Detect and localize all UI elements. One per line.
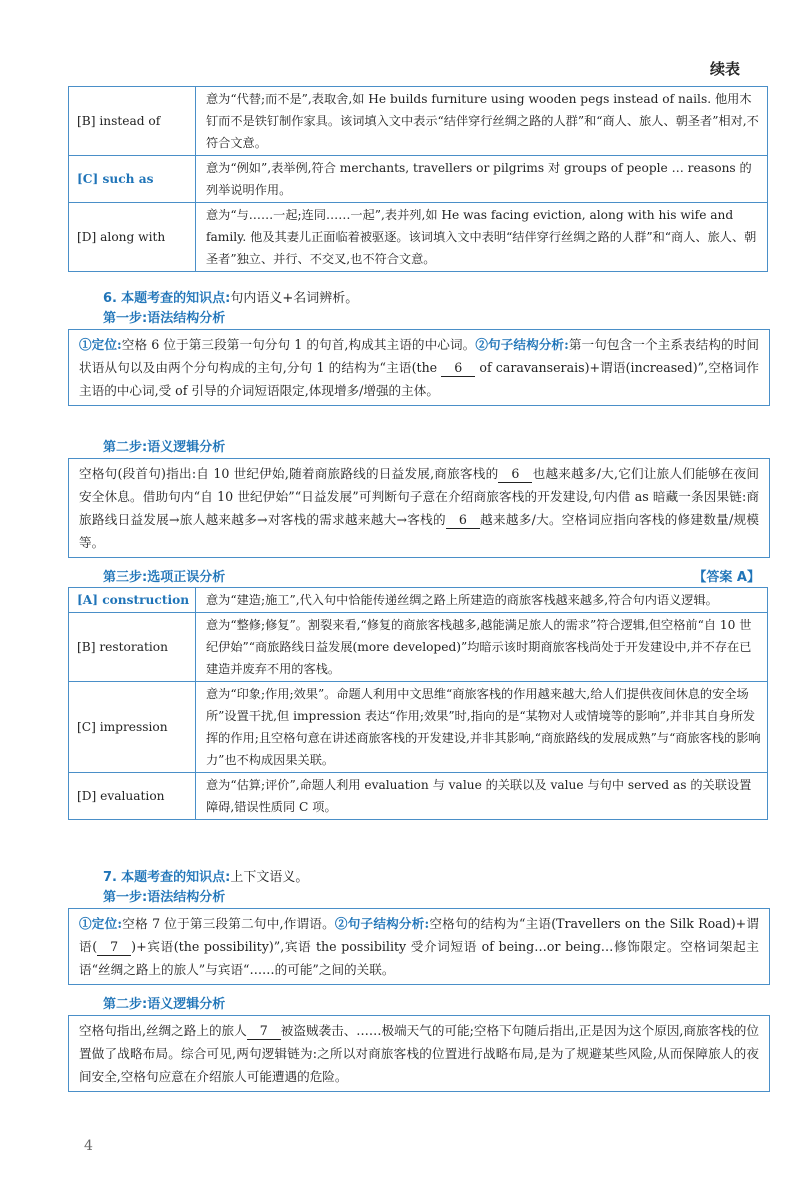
q6-step2-heading: 第二步:语义逻辑分析	[103, 440, 226, 455]
q6-step3-heading: 第三步:选项正误分析	[103, 570, 226, 585]
option-explanation: 意为“与……一起;连同……一起”,表并列,如 He was facing eviction, along with his wife and family. 他及其妻儿正面临着被驱逐。该词填入文中表明“结伴穿行丝绸之路的人群”和“商人、旅人、朝圣者”独立、并行、不交叉,也不符合文意。	[196, 203, 768, 272]
question-7-heading: 7. 本题考查的知识点:上下文语义。	[103, 870, 309, 885]
options-table-6	[68, 587, 768, 820]
option-key: [C] impression	[69, 682, 196, 773]
q7-step2-heading: 第二步:语义逻辑分析	[103, 997, 226, 1012]
blank-6: 6	[498, 466, 532, 483]
q6-step1-heading: 第一步:语法结构分析	[103, 311, 226, 326]
q7-semantic-box: 空格句指出,丝绸之路上的旅人 7 被盗贼袭击、……极端天气的可能;空格下句随后指出,正是因为这个原因,商旅客栈的位置做了战略布局。综合可见,两句逻辑链为:之所以对商旅客栈的位置进行战略布局,是为了规避某些风险,从而保障旅人的夜间安全,空格句应意在介绍旅人可能遭遇的危险。	[68, 1015, 770, 1092]
q6-answer: 【答案 A】	[693, 570, 760, 585]
option-explanation: 意为“印象;作用;效果”。命题人利用中文思维“商旅客栈的作用越来越大,给人们提供夜间休息的安全场所”设置干扰,但 impression 表达“作用;效果”时,指向的是“某物对人或情境等的影响”,并非其自身所发挥的作用;且空格句意在讲述商旅客栈的开发建设,并非其影响,“商旅路线的发展成熟”与“商旅客栈的影响力”也不构成因果关联。	[196, 682, 768, 773]
q6-grammar-box: ①定位:空格 6 位于第三段第一句分句 1 的句首,构成其主语的中心词。②句子结构分析:第一句包含一个主系表结构的时间状语从句以及由两个分句构成的主句,分句 1 的结构为“主语(the 6 of caravanserais)+谓语(increased)”,空格词作主语的中心词,受 of 引导的介词短语限定,体现增多/增强的主体。	[68, 329, 770, 406]
option-explanation: 意为“代替;而不是”,表取舍,如 He builds furniture using wooden pegs instead of nails. 他用木钉而不是铁钉制作家具。该词填入文中表示“结伴穿行丝绸之路的人群”和“商人、旅人、朝圣者”相对,不符合文意。	[196, 87, 768, 156]
q7-step1-heading: 第一步:语法结构分析	[103, 890, 226, 905]
option-explanation: 意为“整修;修复”。割裂来看,“修复的商旅客栈越多,越能满足旅人的需求”符合逻辑,但空格前“自 10 世纪伊始”“商旅路线日益发展(more developed)”均暗示该时期商旅客栈尚处于开发建设中,并不存在已建造并废弃不用的客栈。	[196, 613, 768, 682]
blank-7: 7	[97, 939, 131, 956]
q7-grammar-box: ①定位:空格 7 位于第三段第二句中,作谓语。②句子结构分析:空格句的结构为“主语(Travellers on the Silk Road)+谓语( 7 )+宾语(the possibility)”,宾语 the possibility 受介词短语 of being…or being…修饰限定。空格词架起主语“丝绸之路上的旅人”与宾语“……的可能”之间的关联。	[68, 908, 770, 985]
option-key: [C] such as	[69, 156, 196, 203]
q6-semantic-box: 空格句(段首句)指出:自 10 世纪伊始,随着商旅路线的日益发展,商旅客栈的 6 也越来越多/大,它们让旅人们能够在夜间安全休息。借助句内“自 10 世纪伊始”“日益发展”可判断句子意在介绍商旅客栈的开发建设,句内借 as 暗藏一条因果链:商旅路线日益发展→旅人越来越多→对客栈的需求越来越大→客栈的 6 越来越多/大。空格词应指向客栈的修建数量/规模等。	[68, 458, 770, 558]
table-row	[69, 613, 768, 682]
table-row	[69, 87, 768, 156]
question-6-heading: 6. 本题考查的知识点:句内语义+名词辨析。	[103, 291, 359, 306]
option-explanation: 意为“建造;施工”,代入句中恰能传递丝绸之路上所建造的商旅客栈越来越多,符合句内语义逻辑。	[196, 588, 768, 613]
blank-6: 6	[441, 360, 475, 377]
option-explanation: 意为“例如”,表举例,符合 merchants, travellers or pilgrims 对 groups of people … reasons 的列举说明作用。	[196, 156, 768, 203]
table-row	[69, 773, 768, 820]
table-row	[69, 156, 768, 203]
table-row	[69, 682, 768, 773]
option-explanation: 意为“估算;评价”,命题人利用 evaluation 与 value 的关联以及 value 与句中 served as 的关联设置障碍,错误性质同 C 项。	[196, 773, 768, 820]
continued-label: 续表	[709, 60, 740, 78]
option-key: [B] instead of	[69, 87, 196, 156]
option-key: [D] evaluation	[69, 773, 196, 820]
option-key: [B] restoration	[69, 613, 196, 682]
option-key: [A] construction	[69, 588, 196, 613]
table-row	[69, 588, 768, 613]
page-number: 4	[84, 1138, 93, 1154]
option-key: [D] along with	[69, 203, 196, 272]
blank-6: 6	[446, 512, 480, 529]
table-row	[69, 203, 768, 272]
options-table-5	[68, 86, 768, 272]
blank-7: 7	[247, 1023, 281, 1040]
